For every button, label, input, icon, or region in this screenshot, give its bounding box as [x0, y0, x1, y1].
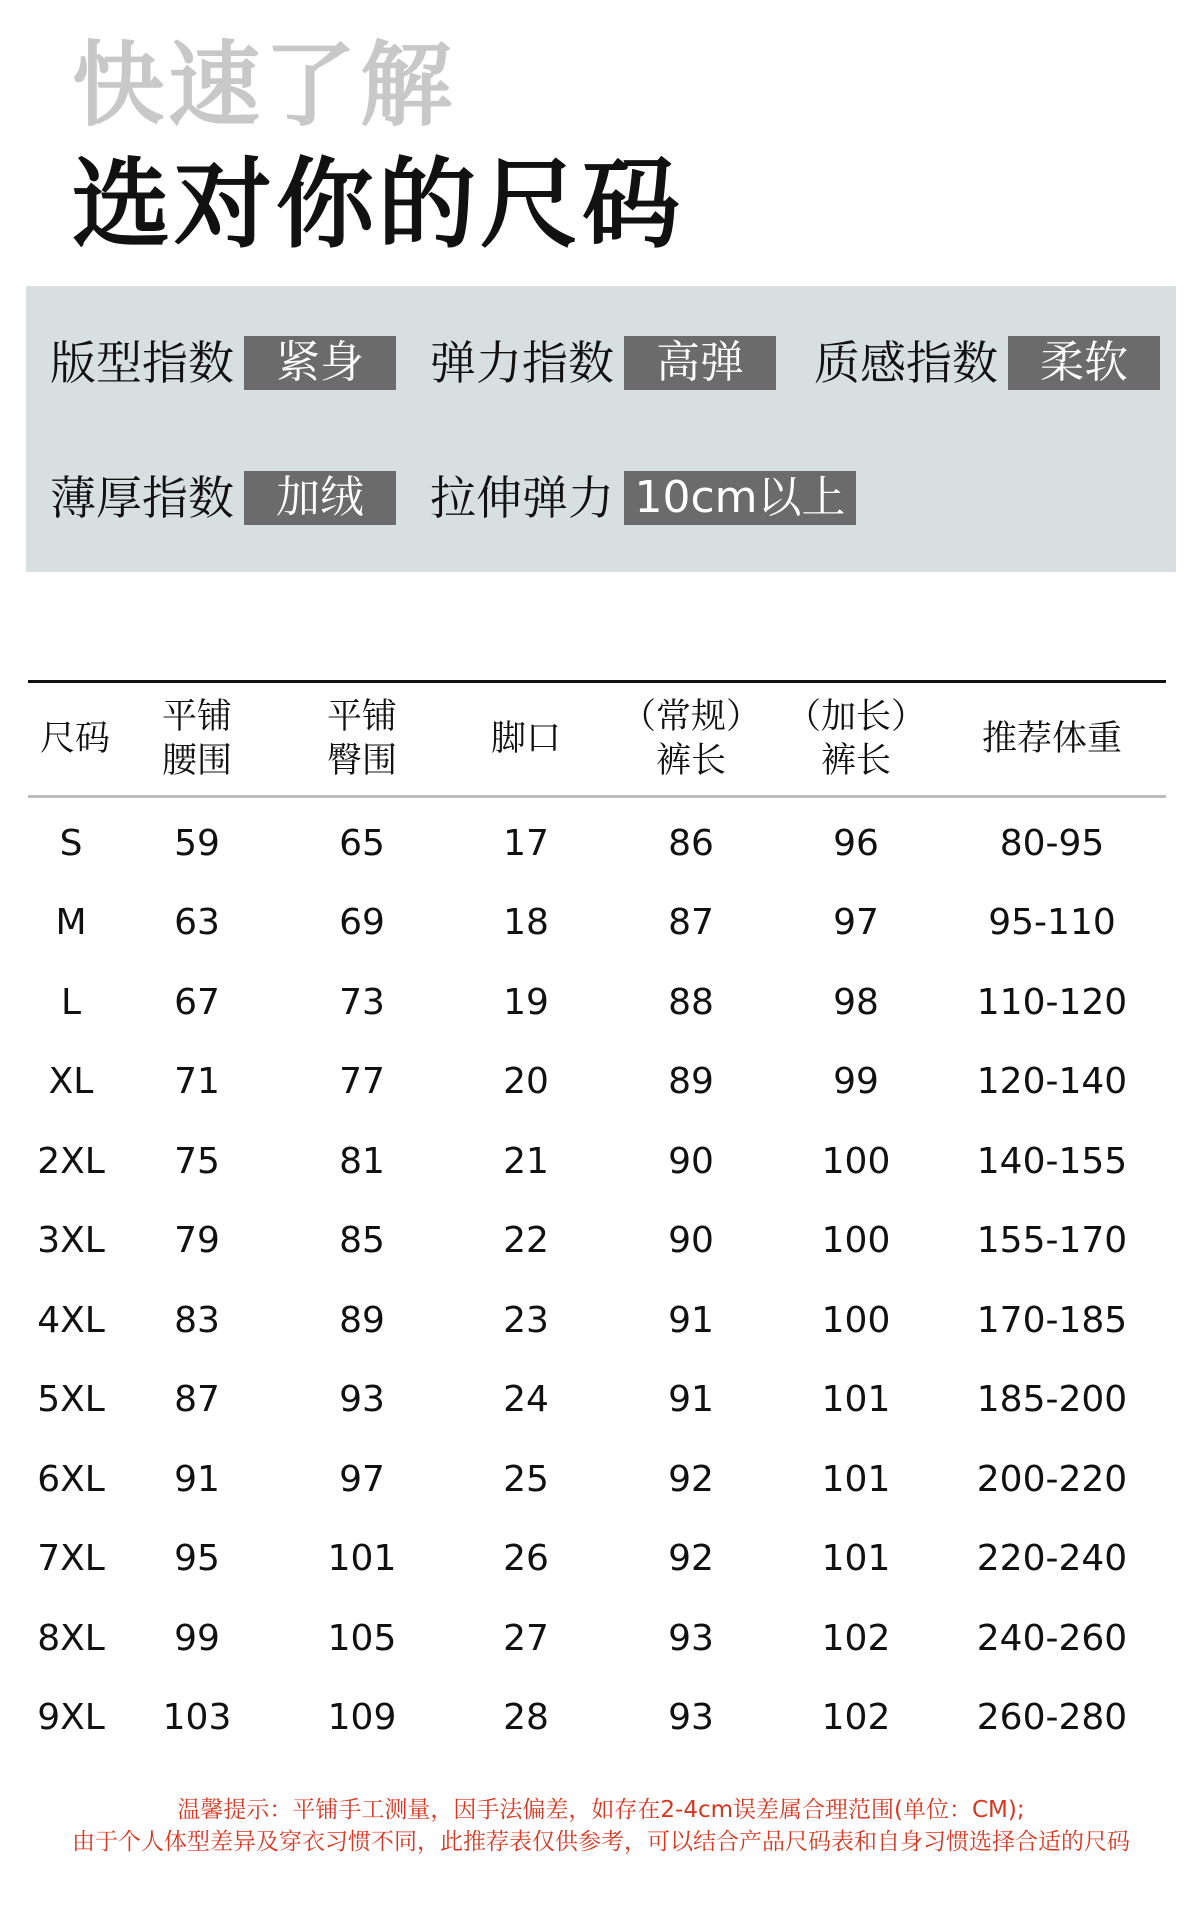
table-row: [28, 1679, 1166, 1759]
table-row: [28, 1520, 1166, 1600]
cell-length-regular: 87: [668, 902, 714, 944]
cell-waist: 71: [174, 1061, 220, 1103]
spec-stretch-label: 拉伸弹力: [430, 471, 614, 525]
cell-size: 2XL: [37, 1140, 105, 1182]
cell-hem: 24: [503, 1379, 549, 1421]
size-table: [28, 680, 1166, 1758]
table-row: [28, 963, 1166, 1043]
cell-hem: 27: [503, 1617, 549, 1659]
cell-length-long: 96: [833, 822, 879, 864]
cell-hem: 19: [503, 981, 549, 1023]
cell-length-regular: 90: [668, 1140, 714, 1182]
cell-weight: 110-120: [976, 981, 1128, 1023]
cell-weight: 220-240: [976, 1538, 1128, 1580]
cell-hip: 93: [339, 1379, 385, 1421]
cell-weight: 140-155: [976, 1140, 1128, 1182]
table-row: [28, 1281, 1166, 1361]
spec-thickness-value: 加绒: [244, 471, 396, 525]
header-weight-line: 推荐体重: [981, 719, 1122, 759]
header-hip-line: 臀围: [326, 741, 397, 781]
cell-weight: 200-220: [976, 1458, 1128, 1500]
spec-stretch-value: 10cm以上: [624, 471, 856, 525]
header-hip-line: 平铺: [326, 697, 397, 737]
cell-hip: 69: [339, 902, 385, 944]
cell-hem: 23: [503, 1299, 549, 1341]
cell-hem: 17: [503, 822, 549, 864]
cell-waist: 91: [174, 1458, 220, 1500]
header-length-long-line: （加长）: [785, 697, 926, 737]
cell-length-regular: 89: [668, 1061, 714, 1103]
cell-length-long: 101: [821, 1379, 891, 1421]
cell-waist: 83: [174, 1299, 220, 1341]
cell-size: 9XL: [37, 1697, 105, 1739]
cell-size: M: [55, 902, 87, 944]
specs-panel: [26, 286, 1176, 572]
cell-hem: 20: [503, 1061, 549, 1103]
table-row: [28, 1361, 1166, 1441]
cell-length-regular: 93: [668, 1697, 714, 1739]
cell-size: 6XL: [37, 1458, 105, 1500]
spec-stretch: [430, 470, 856, 526]
cell-waist: 79: [174, 1220, 220, 1262]
cell-weight: 170-185: [976, 1299, 1128, 1341]
cell-length-long: 97: [833, 902, 879, 944]
cell-length-regular: 91: [668, 1299, 714, 1341]
cell-length-regular: 88: [668, 981, 714, 1023]
cell-size: S: [59, 822, 83, 864]
cell-length-long: 101: [821, 1538, 891, 1580]
header-weight: [938, 717, 1166, 761]
cell-weight: 95-110: [988, 902, 1116, 944]
spec-fit-value: 紧身: [244, 336, 396, 390]
header-length-long-line: 裤长: [820, 741, 891, 781]
cell-waist: 59: [174, 822, 220, 864]
size-notes: [0, 1794, 1202, 1858]
cell-length-long: 100: [821, 1299, 891, 1341]
cell-length-regular: 92: [668, 1458, 714, 1500]
spec-thickness-label: 薄厚指数: [50, 471, 234, 525]
cell-weight: 80-95: [999, 822, 1105, 864]
cell-hem: 28: [503, 1697, 549, 1739]
cell-weight: 185-200: [976, 1379, 1128, 1421]
cell-length-regular: 93: [668, 1617, 714, 1659]
header-waist-line: 腰围: [161, 741, 232, 781]
header-hem-line: 脚口: [490, 719, 561, 759]
cell-hip: 89: [339, 1299, 385, 1341]
table-row: [28, 1440, 1166, 1520]
cell-hip: 97: [339, 1458, 385, 1500]
cell-length-long: 100: [821, 1220, 891, 1262]
cell-waist: 87: [174, 1379, 220, 1421]
cell-length-long: 99: [833, 1061, 879, 1103]
header-size: [28, 717, 114, 761]
cell-length-long: 98: [833, 981, 879, 1023]
table-row: [28, 1043, 1166, 1123]
table-row: [28, 804, 1166, 884]
cell-hem: 26: [503, 1538, 549, 1580]
header-waist-line: 平铺: [161, 697, 232, 737]
header-waist: [114, 695, 280, 783]
cell-waist: 67: [174, 981, 220, 1023]
cell-waist: 63: [174, 902, 220, 944]
cell-weight: 240-260: [976, 1617, 1128, 1659]
cell-length-regular: 86: [668, 822, 714, 864]
table-header-row: [28, 683, 1166, 795]
cell-size: 8XL: [37, 1617, 105, 1659]
cell-hip: 73: [339, 981, 385, 1023]
header-length-regular-line: 裤长: [655, 741, 726, 781]
cell-hip: 109: [327, 1697, 397, 1739]
table-row: [28, 1122, 1166, 1202]
cell-hem: 22: [503, 1220, 549, 1262]
cell-hip: 81: [339, 1140, 385, 1182]
cell-waist: 75: [174, 1140, 220, 1182]
table-row: [28, 884, 1166, 964]
spec-texture-value: 柔软: [1008, 336, 1160, 390]
cell-hip: 77: [339, 1061, 385, 1103]
header-length-long: [774, 695, 938, 783]
cell-length-regular: 92: [668, 1538, 714, 1580]
spec-elasticity-label: 弹力指数: [430, 336, 614, 390]
cell-weight: 120-140: [976, 1061, 1128, 1103]
cell-hem: 18: [503, 902, 549, 944]
header-hip: [280, 695, 444, 783]
spec-texture: [814, 335, 1160, 391]
spec-elasticity-value: 高弹: [624, 336, 776, 390]
cell-length-regular: 91: [668, 1379, 714, 1421]
cell-size: 4XL: [37, 1299, 105, 1341]
page-subtitle: 快速了解: [72, 32, 457, 139]
table-row: [28, 1599, 1166, 1679]
header-length-regular-line: （常规）: [620, 697, 761, 737]
cell-waist: 95: [174, 1538, 220, 1580]
cell-hem: 21: [503, 1140, 549, 1182]
note-line-2: 由于个人体型差异及穿衣习惯不同，此推荐表仅供参考，可以结合产品尺码表和自身习惯选择合适的尺码: [72, 1829, 1130, 1855]
spec-texture-label: 质感指数: [814, 336, 998, 390]
cell-length-long: 100: [821, 1140, 891, 1182]
header-length-regular: [608, 695, 774, 783]
spec-elasticity: [430, 335, 776, 391]
cell-hem: 25: [503, 1458, 549, 1500]
cell-size: L: [60, 981, 82, 1023]
table-row: [28, 1202, 1166, 1282]
page-title: 选对你的尺码: [72, 148, 685, 262]
cell-length-long: 102: [821, 1617, 891, 1659]
spec-fit: [50, 335, 396, 391]
spec-fit-label: 版型指数: [50, 336, 234, 390]
cell-hip: 85: [339, 1220, 385, 1262]
cell-size: 5XL: [37, 1379, 105, 1421]
note-line-1: 温馨提示：平铺手工测量，因手法偏差，如存在2-4cm误差属合理范围(单位：CM);: [177, 1797, 1025, 1823]
cell-size: 7XL: [37, 1538, 105, 1580]
cell-hip: 65: [339, 822, 385, 864]
cell-weight: 260-280: [976, 1697, 1128, 1739]
table-body: [28, 798, 1166, 1758]
cell-length-regular: 90: [668, 1220, 714, 1262]
header-hem: [444, 717, 608, 761]
cell-length-long: 101: [821, 1458, 891, 1500]
cell-hip: 105: [327, 1617, 397, 1659]
spec-thickness: [50, 470, 396, 526]
cell-weight: 155-170: [976, 1220, 1128, 1262]
cell-waist: 103: [162, 1697, 232, 1739]
cell-size: 3XL: [37, 1220, 105, 1262]
cell-waist: 99: [174, 1617, 220, 1659]
header-size-line: 尺码: [40, 719, 111, 759]
cell-hip: 101: [327, 1538, 397, 1580]
cell-size: XL: [48, 1061, 94, 1103]
cell-length-long: 102: [821, 1697, 891, 1739]
